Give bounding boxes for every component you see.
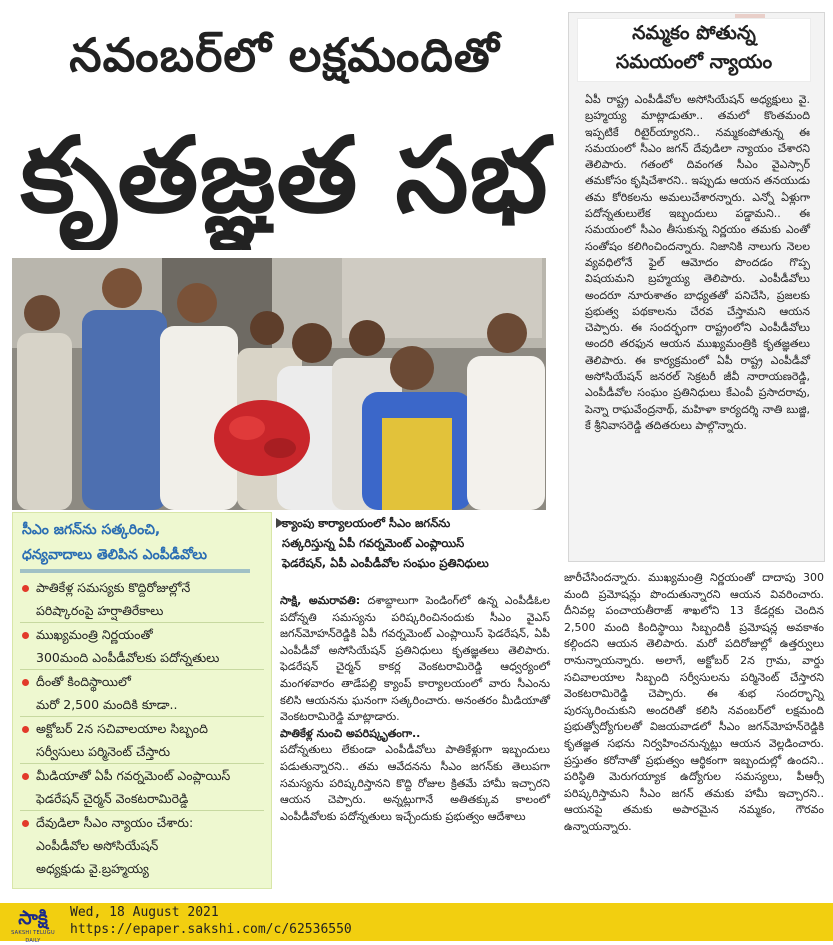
bullet-dot-icon (22, 726, 29, 733)
highlight-item (20, 811, 264, 880)
highlight-line: ముఖ్యమంత్రి నిర్ణయంతో (36, 627, 153, 642)
highlight-line: పాతికేళ్ల సమస్యకు కొద్దిరోజుల్లోనే (36, 580, 191, 595)
caption-pointer-icon (276, 518, 284, 528)
highlight-item (20, 623, 264, 670)
article-paragraph-2: పదోన్నతులు లేకుండా ఎంపీడీవోలు పాతికేళ్లుగా ఇబ్బందులు పడుతున్నారని.. తమ ఆవేదనను సీఎం జగన్‌కు తెలుపగా సమస్యను పరిష్కరిస్తానని కొద్ది రోజుల క్రితమే హామీ ఇచ్చారని ఆయన చెప్పారు. అన్నట్లుగానే అతితక్కువ కాలంలో ఎంపీడీవోలకు పదోన్నతులు ఇచ్చేందుకు ప్రభుత్వం ఆదేశాలు (280, 743, 550, 823)
sidebar-title-line-2: సమయంలో న్యాయం (615, 51, 773, 73)
highlight-line: మీడియాతో ఏపీ గవర్నమెంట్ ఎంప్లాయిస్ (36, 768, 231, 783)
sidebar-text (585, 92, 810, 434)
footer-url[interactable]: https://epaper.sakshi.com/c/62536550 (70, 922, 352, 937)
headline-line-1: నవంబర్‌లో లక్షమందితో (69, 28, 500, 82)
highlight-line: పరిష్కారంపై హర్షాతిరేకాలు (36, 603, 164, 618)
footer-date: Wed, 18 August 2021 (70, 905, 219, 920)
article-paragraph-1 (280, 593, 550, 726)
caption-line-1: క్యాంపు కార్యాలయంలో సీఎం జగన్‌ను (282, 516, 451, 530)
news-photo-illustration (12, 258, 546, 510)
sakshi-logo-tagline: SAKSHI TELUGU DAILY (11, 930, 55, 944)
news-photo (12, 258, 546, 510)
highlight-line: 300మంది ఎంపీడీవోలకు పదోన్నతులు (36, 650, 220, 665)
highlight-line: సర్వీసులు పర్మినెంట్ చేస్తారు (36, 744, 171, 759)
article-dateline: సాక్షి, అమరావతి: (280, 594, 361, 607)
highlight-line: దేవుడిలా సీఎం న్యాయం చేశారు: (36, 815, 194, 830)
highlights-list (20, 576, 264, 880)
sidebar-paragraph: ఏపీ రాష్ట్ర ఎంపీడీవోల అసోసియేషన్ అధ్యక్షులు వై. బ్రహ్మయ్య మాట్లాడుతూ.. తమలో కొంతమంది ఇప్పటికే రిటైర్‌య్యారని.. నమ్మకంపోతున్న ఈ సమయంలో సీఎం జగన్ దేవుడిలా న్యాయం చేశారని తెలిపారు. గతంలో దివంగత సీఎం వైఎస్సార్ తమకోసం కృషిచేశారని.. ఇప్పుడు ఆయన తనయుడు తమ కోరికలను అమలుచేశారన్నారు. ఎన్నో ఏళ్లుగా పదోన్నతులులేక ఇబ్బందులు పడ్డామని.. ఈ సమయంలో సీఎం తీసుకున్న నిర్ణయం తమకు ఎంతో సంతోషం కలిగించిందన్నారు. నిజానికి నాలుగు నెలల వ్యవధిలోనే ఫైల్ ఆమోదం పొందడం గొప్ప విషయమని బ్రహ్మయ్య తెలిపారు. ఎంపీడీవోలు అందరూ నూరుశాతం బాధ్యతతో పనిచేసి, ప్రజలకు ప్రభుత్వ పథకాలను చేరవ చేస్తామని ఆయన చెప్పారు. ఈ సందర్భంగా రాష్ట్రంలోని ఎంపీడీవోలు అందరి తరఫున ఆయన ముఖ్యమంత్రికి కృతజ్ఞతలు తెలిపారు. ఈ కార్యక్రమంలో ఏపీ రాష్ట్ర ఎంపీడీవో అసోసియేషన్ జనరల్ సెక్రటరీ జీవీ నారాయణరెడ్డి, ఎంపీడీవోల సంఘం ప్రతినిధులు కేఎంవీ ప్రసాదరావు, పెన్నా రాఘవేంద్రనాథ్, మహిళా కార్యదర్శి నాతి బుజ్జి, కే శ్రీనివాసరెడ్డి తదితరులు పాల్గొన్నారు. (585, 93, 810, 432)
bullet-dot-icon (22, 632, 29, 639)
caption-line-2: సత్కరిస్తున్న ఏపీ గవర్నమెంట్ ఎంప్లాయిస్ (282, 536, 465, 550)
highlight-item (20, 717, 264, 764)
article-column-1 (280, 593, 550, 825)
sidebar-title (577, 18, 811, 82)
highlights-title (22, 518, 266, 568)
highlight-item (20, 670, 264, 717)
bullet-dot-icon (22, 820, 29, 827)
caption-line-3: ఫెడరేషన్, ఏపీ ఎంపీడీవోల సంఘం ప్రతినిధులు (282, 556, 489, 570)
bullet-dot-icon (22, 585, 29, 592)
highlight-line: అధ్యక్షుడు వై.బ్రహ్మయ్య (36, 861, 149, 876)
highlight-item (20, 576, 264, 623)
bullet-dot-icon (22, 679, 29, 686)
article-column-2 (564, 570, 824, 836)
highlight-line: అక్టోబర్ 2న సచివాలయాల సిబ్బంది (36, 721, 208, 736)
highlights-title-line-2: ధన్యవాదాలు తెలిపిన ఎంపీడీవోలు (22, 547, 207, 563)
article-paragraph-3: జారీచేసిందన్నారు. ముఖ్యమంత్రి నిర్ణయంతో దాదాపు 300 మంది ప్రమోషన్లు పొందుతున్నారని ఆయన వివరించారు. దీనివల్ల పంచాయతీరాజ్ శాఖలోని 13 కేడర్లకు చెందిన 2,500 మంది కిందిస్థాయి సిబ్బందికీ ప్రమోషన్ల అవకాశం కల్గిందని ఆయన తెలిపారు. మరో పదిరోజుల్లో ఉత్తర్వులు రానున్నాయన్నారు. అలాగే, అక్టోబర్ 2న గ్రామ, వార్డు సచివాలయాల సిబ్బంది సర్వీసులను పర్మినెంట్ చేస్తారని వెంకటరామిరెడ్డి చెప్పారు. ఈ శుభ సందర్భాన్ని పురస్కరించుకుని అందరితో కలిసి నవంబర్‌లో లక్షమంది ప్రభుత్వోద్యోగులతో విజయవాడలో సీఎం జగన్‌మోహన్‌రెడ్డికి కృతజ్ఞత సభను నిర్వహించనున్నట్లు ఆయన వెల్లడించారు. ప్రస్తుతం కరోనాతో ప్రభుత్వం ఆర్థికంగా ఇబ్బందుల్లో ఉందని.. పరిస్థితి మెరుగయ్యాక ఉద్యోగుల సమస్యలు, పీఆర్సీ పరిష్కరిస్తామని సీఎం జగన్ తమకు హామీ ఇచ్చారని.. ఆయనపై తమకు అపారమైన నమ్మకం, గౌరవం ఉన్నాయన్నారు. (564, 571, 824, 833)
sidebar-title-line-1: నమ్మకం పోతున్న (632, 22, 756, 44)
highlight-line: ఫెడరేషన్ చైర్మన్ వెంకటరామిరెడ్డి (36, 791, 189, 806)
highlights-divider (20, 569, 250, 573)
highlight-line: దీంతో కిందిస్థాయిలో (36, 674, 131, 689)
highlight-item (20, 764, 264, 811)
highlight-line: మరో 2,500 మందికి కూడా.. (36, 697, 178, 712)
article-paragraph-1-text: దశాబ్దాలుగా పెండింగ్‌లో ఉన్న ఎంపీడీఓల పదోన్నతి సమస్యను పరిష్కరించినందుకు సీఎం వైఎస్ జగన్‌మోహన్‌రెడ్డికి ఏపీ గవర్నమెంట్ ఎంప్లాయిస్ ఫెడరేషన్, ఏపీ ఎంపీడీవో అసోసియేషన్ ప్రతినిధులు కృతజ్ఞతలు తెలిపారు. ఫెడరేషన్ చైర్మన్ కాకర్ల వెంకటరామిరెడ్డి ఆధ్వర్యంలో మంగళవారం తాడేపల్లి క్యాంప్ కార్యాలయంలో వారు సీఎంను కలిసి ఆయనను ఘనంగా సత్కరించారు. అనంతరం మీడియాతో వెంకటరామిరెడ్డి మాట్లాడారు. (280, 594, 550, 724)
footer-info (70, 904, 352, 938)
sakshi-logo: సాక్షి (18, 907, 48, 929)
headline-line-2: కృతజ్ఞత సభ (20, 114, 549, 236)
highlights-title-line-1: సీఎం జగన్‌ను సత్కరించి, (22, 522, 161, 538)
bullet-dot-icon (22, 773, 29, 780)
highlight-line: ఎంపీడీవోల అసోసియేషన్ (36, 838, 159, 853)
article-subhead: పాతికేళ్ల నుంచి అపరిష్కృతంగా.. (280, 726, 421, 740)
photo-caption (282, 513, 552, 573)
